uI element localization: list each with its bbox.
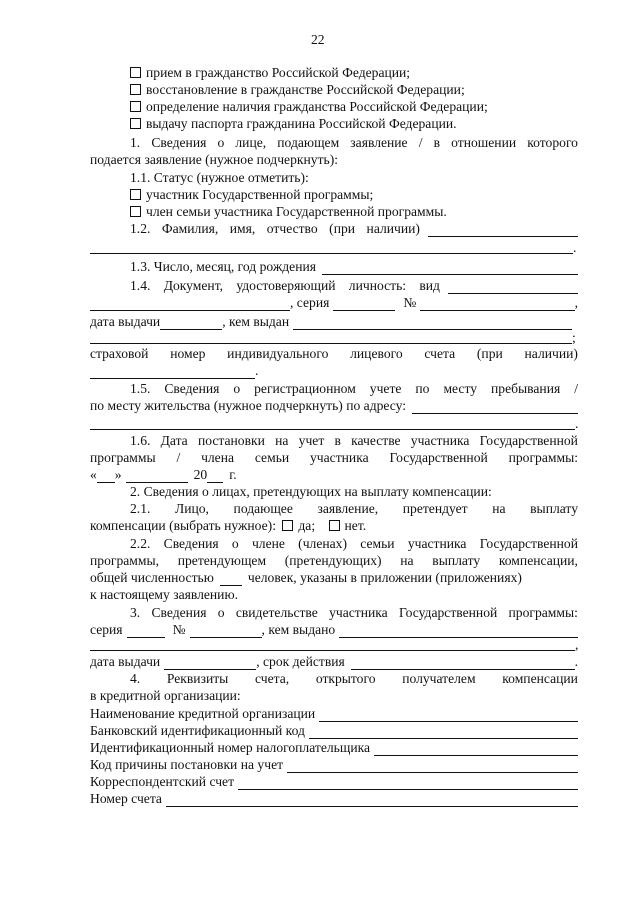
kpp-field[interactable] (287, 760, 578, 773)
doc-issue-date-field[interactable] (160, 317, 222, 330)
doc-issued-by-line2[interactable] (90, 343, 572, 344)
p22-line2: программы, претендующем (претендующих) на выплату компенсации, (90, 553, 578, 568)
cert-issued-by-field[interactable] (339, 625, 578, 638)
bic-field[interactable] (309, 726, 578, 739)
inn-row: Идентификационный номер налогоплательщика (90, 740, 578, 756)
doc-label: 1.4. Документ, удостоверяющий личность: вид (130, 278, 440, 293)
fio-label: 1.2. Фамилия, имя, отчество (при наличии) (130, 221, 420, 236)
purpose-option[interactable]: прием в гражданство Российской Федерации; (130, 65, 410, 81)
doc-type-field[interactable] (448, 281, 578, 294)
corr-account-field[interactable] (238, 777, 578, 790)
family-count-field[interactable] (220, 573, 242, 586)
purpose-option[interactable]: восстановление в гражданстве Российской Федерации; (130, 82, 465, 98)
checkbox-icon[interactable] (130, 118, 141, 129)
p22-line4: к настоящему заявлению. (90, 587, 239, 602)
p22-line3: общей численностью человек, указаны в приложении (приложениях) (90, 570, 522, 585)
doc-issue-row: дата выдачи , кем выдан (90, 314, 578, 330)
purpose-option[interactable]: выдачу паспорта гражданина Российской Федерации. (130, 116, 457, 132)
fio-field[interactable] (428, 224, 578, 237)
doc-type-field-cont[interactable] (90, 298, 290, 311)
s3-heading: 3. Сведения о свидетельстве участника Государственной программы: (130, 605, 578, 620)
snils-field[interactable] (90, 366, 255, 379)
bank-name-field[interactable] (319, 709, 578, 722)
doc-number-field[interactable] (420, 298, 574, 311)
cert-row: серия № , кем выдано (90, 622, 578, 638)
cert-issue-date-field[interactable] (164, 657, 256, 670)
reg-address-field[interactable] (412, 401, 578, 414)
cert-series-field[interactable] (127, 625, 165, 638)
reg-address-line2[interactable] (90, 429, 575, 430)
inn-field[interactable] (374, 743, 578, 756)
reg-year-field[interactable] (207, 470, 223, 483)
s4-heading: 4. Реквизиты счета, открытого получателем компенсации (130, 671, 578, 686)
bic-row: Банковский идентификационный код (90, 723, 578, 739)
cert-issued-by-line2[interactable] (90, 650, 575, 651)
kpp-row: Код причины постановки на учет (90, 757, 578, 773)
status-option[interactable]: участник Государственной программы; (130, 187, 373, 203)
purpose-option[interactable]: определение наличия гражданства Российской Федерации; (130, 99, 488, 115)
reg-day-field[interactable] (97, 470, 115, 483)
status-label: 1.1. Статус (нужное отметить): (130, 170, 309, 185)
p21-line: 2.1. Лицо, подающее заявление, претендует на выплату (130, 501, 578, 516)
cert-date-row: дата выдачи , срок действия . (90, 654, 578, 669)
issue-date-label: дата выдачи (90, 314, 161, 329)
fio-row (130, 221, 578, 237)
checkbox-icon[interactable] (130, 101, 141, 112)
dob-field[interactable] (322, 262, 578, 275)
s4-heading-cont: в кредитной организации: (90, 688, 241, 703)
yes-checkbox[interactable] (282, 520, 293, 531)
dob-label: 1.3. Число, месяц, год рождения (130, 259, 316, 274)
page-number: 22 (311, 32, 325, 47)
no-checkbox[interactable] (329, 520, 340, 531)
bank-name-row: Наименование кредитной организации (90, 706, 578, 722)
reg-heading: 1.5. Сведения о регистрационном учете по месту пребывания / (130, 381, 578, 396)
reg-date-row: « » 20 г. (90, 467, 237, 482)
doc-series-row: , серия № , (90, 295, 578, 311)
p21-choice: компенсации (выбрать нужное): да; нет. (90, 518, 367, 533)
s2-heading: 2. Сведения о лицах, претендующих на выплату компенсации: (130, 484, 492, 499)
checkbox-icon[interactable] (130, 189, 141, 200)
cert-number-field[interactable] (190, 625, 262, 638)
checkbox-icon[interactable] (130, 206, 141, 217)
checkbox-icon[interactable] (130, 84, 141, 95)
reg-month-field[interactable] (126, 470, 188, 483)
cert-validity-field[interactable] (351, 657, 575, 670)
doc-series-field[interactable] (333, 298, 395, 311)
reg-date-heading: 1.6. Дата постановки на учет в качестве участника Государственной (130, 433, 578, 448)
s1-heading: 1. Сведения о лице, подающем заявление / в отношении которого (130, 135, 578, 150)
snils-row: . (90, 363, 578, 379)
corr-account-row: Корреспондентский счет (90, 774, 578, 790)
reg-date-heading-cont: программы / члена семьи участника Государственной программы: (90, 450, 578, 465)
reg-address-row: по месту жительства (нужное подчеркнуть) по адресу: (90, 398, 578, 414)
doc-row (130, 278, 578, 294)
account-number-field[interactable] (166, 794, 578, 807)
dob-row (130, 259, 578, 275)
account-number-row: Номер счета (90, 791, 578, 807)
p22-line1: 2.2. Сведения о члене (членах) семьи участника Государственной (130, 536, 578, 551)
doc-issued-by-field[interactable] (293, 317, 572, 330)
fio-field-line2[interactable] (90, 253, 573, 254)
snils-label: страховой номер индивидуального лицевого счета (при наличии) (90, 346, 578, 361)
checkbox-icon[interactable] (130, 67, 141, 78)
s1-heading-cont: подается заявление (нужное подчеркнуть): (90, 152, 339, 167)
status-option[interactable]: член семьи участника Государственной программы. (130, 204, 447, 220)
